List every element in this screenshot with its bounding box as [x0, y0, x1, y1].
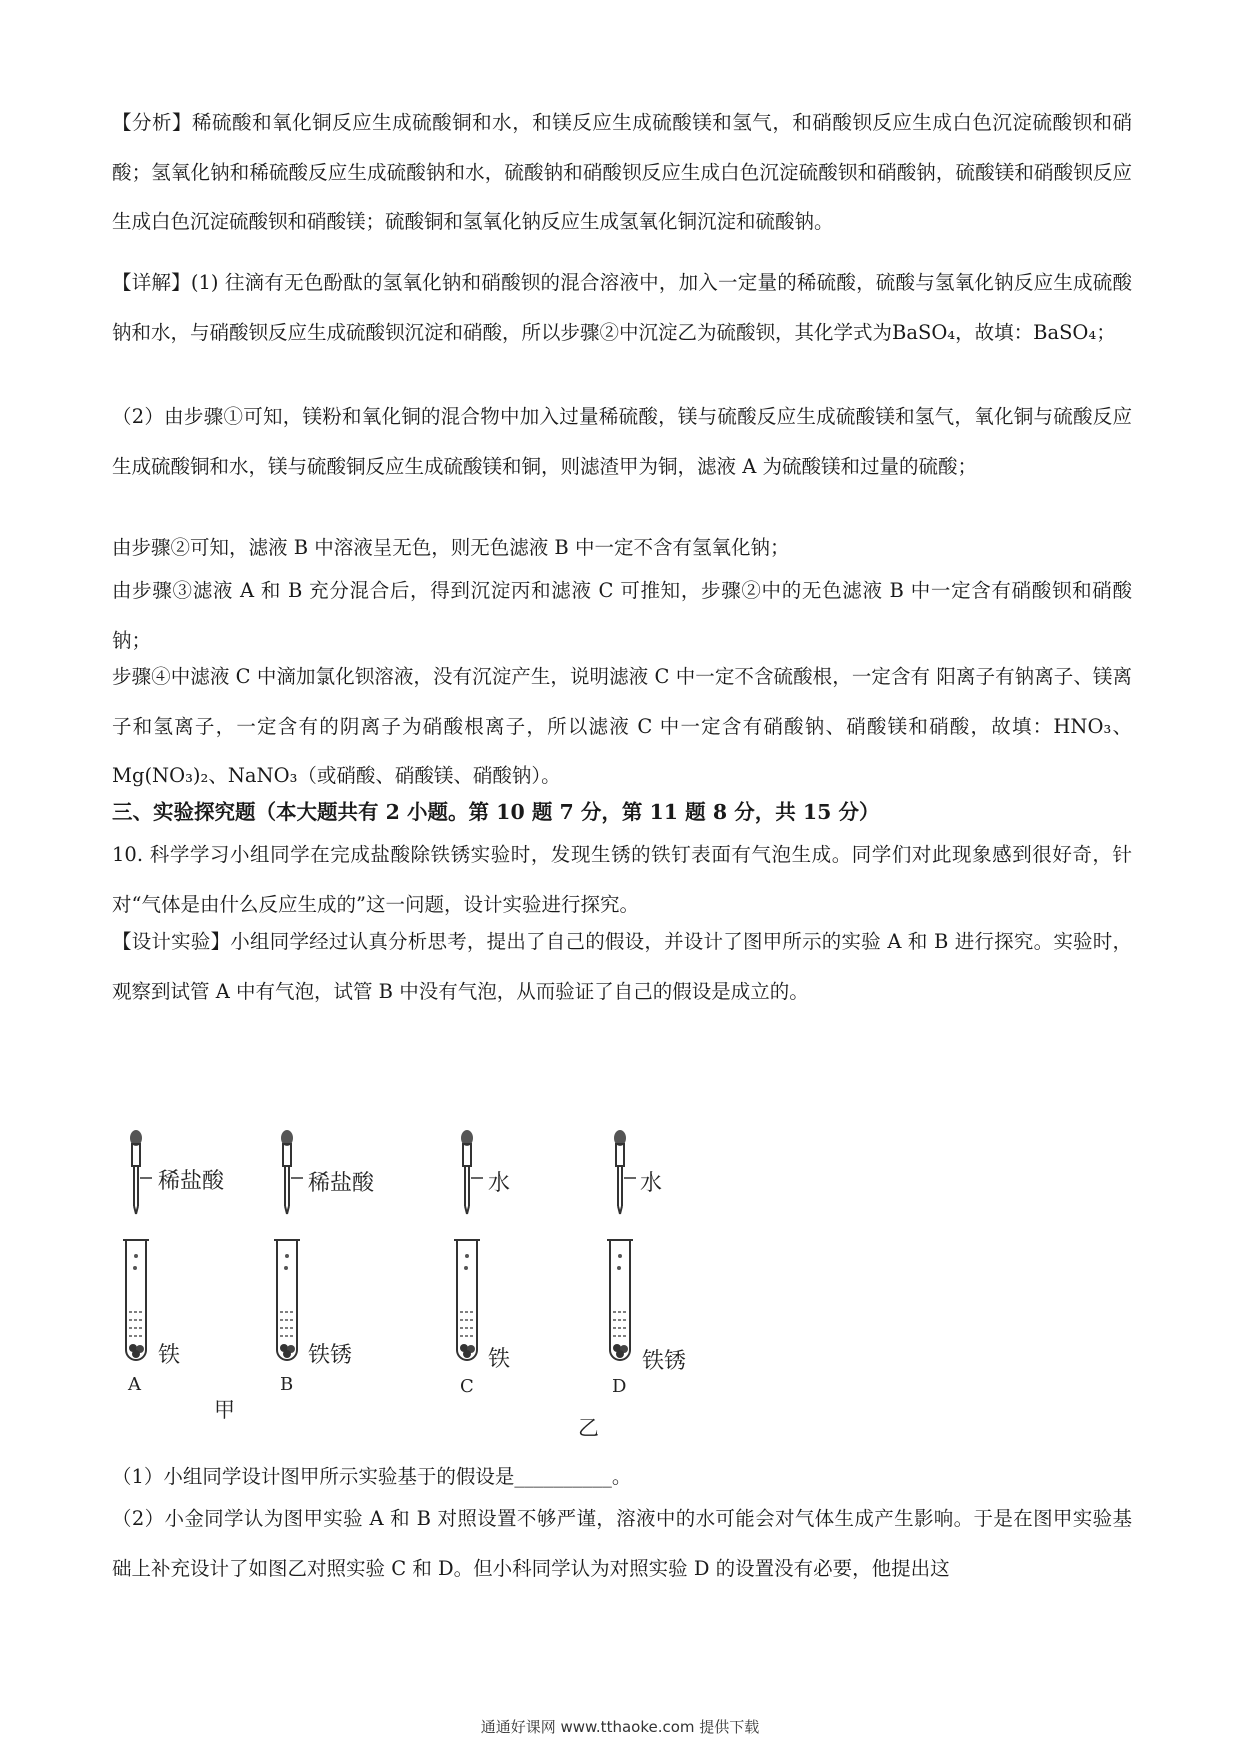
tube-d-letter: D	[612, 1376, 627, 1397]
question-10-paragraph: 10. 科学学习小组同学在完成盐酸除铁锈实验时，发现生锈的铁钉表面有气泡生成。同学们对此现象感到很好奇，针对“气体是由什么反应生成的”这一问题，设计实验进行探究。	[112, 843, 1132, 916]
detail-paragraph: 【详解】(1) 往滴有无色酚酞的氢氧化钠和硝酸钡的混合溶液中，加入一定量的稀硫酸，硫酸与氢氧化钠反应生成硫酸钠和水，与硝酸钡反应生成硫酸钡沉淀和硝酸，所以步骤②中沉淀乙为硫酸钡，其化学式为BaSO₄，故填：BaSO₄；	[112, 271, 1132, 344]
step-3-paragraph: 由步骤③滤液 A 和 B 充分混合后，得到沉淀丙和滤液 C 可推知，步骤②中的无色滤液 B 中一定含有硝酸钡和硝酸钠；	[112, 579, 1132, 652]
tube-a-letter: A	[128, 1374, 141, 1395]
step-1-paragraph: （2）由步骤①可知，镁粉和氧化铜的混合物中加入过量稀硫酸，镁与硫酸反应生成硫酸镁和氢气，氧化铜与硫酸反应生成硫酸铜和水，镁与硫酸铜反应生成硫酸镁和铜，则滤渣甲为铜，滤液 A 为硫酸镁和过量的硫酸；	[112, 405, 1132, 478]
experiment-figure	[112, 1130, 1132, 1450]
design-experiment-paragraph: 【设计实验】小组同学经过认真分析思考，提出了自己的假设，并设计了图甲所示的实验 A 和 B 进行探究。实验时，观察到试管 A 中有气泡，试管 B 中没有气泡，从而验证了自己的假设是成立的。	[112, 930, 1132, 1003]
tube-a-solid-label: 铁	[158, 1343, 181, 1368]
step-4-paragraph: 步骤④中滤液 C 中滴加氯化钡溶液，没有沉淀产生，说明滤液 C 中一定不含硫酸根，一定含有 阳离子有钠离子、镁离子和氢离子，一定含有的阴离子为硝酸根离子，所以滤液 C 中一定含有硝酸钠、硝酸镁和硝酸，故填：HNO₃、Mg(NO₃)₂、NaNO₃（或硝酸、硝酸镁、硝酸钠）。	[112, 665, 1132, 787]
group-yi-label: 乙	[578, 1416, 599, 1440]
test-tubes-diagram	[112, 1130, 1132, 1450]
tube-d-solid-label: 铁锈	[642, 1349, 687, 1374]
tube-c-letter: C	[460, 1376, 474, 1397]
tube-b-solid-label: 铁锈	[308, 1343, 353, 1368]
tube-c-solid-label: 铁	[488, 1347, 511, 1372]
tube-b-letter: B	[280, 1374, 294, 1395]
tube-b-dropper-label: 稀盐酸	[308, 1171, 375, 1196]
section-heading: 三、实验探究题（本大题共有 2 小题。第 10 题 7 分，第 11 题 8 分，共 15 分）	[112, 800, 880, 824]
tube-a-dropper-label: 稀盐酸	[158, 1169, 225, 1194]
tube-d-dropper-label: 水	[640, 1171, 663, 1196]
tube-c-dropper-label: 水	[488, 1171, 511, 1196]
step-2-paragraph: 由步骤②可知，滤液 B 中溶液呈无色，则无色滤液 B 中一定不含有氢氧化钠；	[112, 536, 790, 559]
analysis-paragraph: 【分析】稀硫酸和氧化铜反应生成硫酸铜和水，和镁反应生成硫酸镁和氢气，和硝酸钡反应生成白色沉淀硫酸钡和硝酸；氢氧化钠和稀硫酸反应生成硫酸钠和水，硫酸钠和硝酸钡反应生成白色沉淀硫酸钡和硝酸钠，硫酸镁和硝酸钡反应生成白色沉淀硫酸钡和硝酸镁；硫酸铜和氢氧化钠反应生成氢氧化铜沉淀和硫酸钠。	[112, 111, 1132, 233]
page-footer: 通通好课网 www.tthaoke.com 提供下载	[480, 1718, 760, 1736]
group-jia-label: 甲	[214, 1398, 235, 1422]
sub-question-1: （1）小组同学设计图甲所示实验基于的假设是__________。	[112, 1465, 632, 1488]
sub-question-2: （2）小金同学认为图甲实验 A 和 B 对照设置不够严谨，溶液中的水可能会对气体生成产生影响。于是在图甲实验基础上补充设计了如图乙对照实验 C 和 D。但小科同学认为对照实验 D 的设置没有必要，他提出这	[112, 1507, 1132, 1580]
